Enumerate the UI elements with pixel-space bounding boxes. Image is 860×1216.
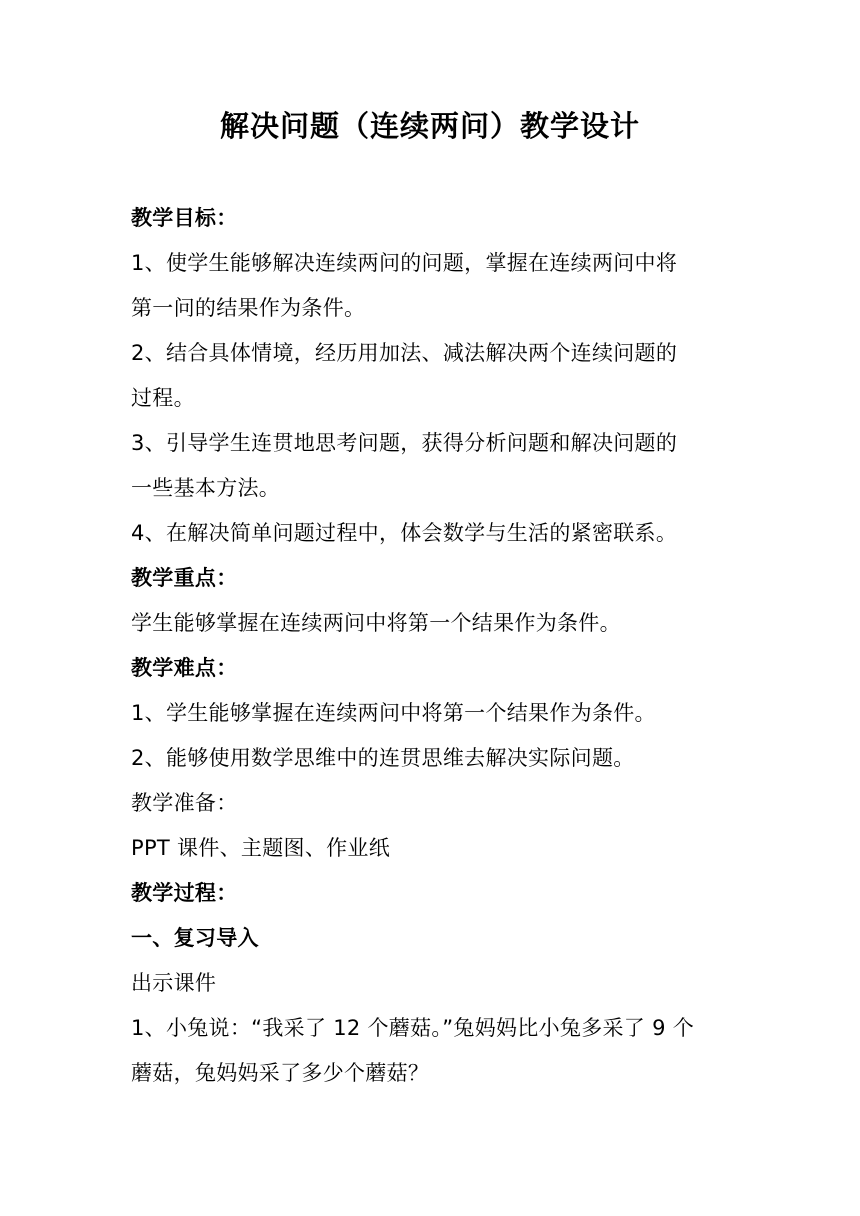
text-line: 2、能够使用数学思维中的连贯思维去解决实际问题。 bbox=[131, 746, 635, 770]
document-body bbox=[131, 196, 731, 1096]
text-line: 1、小兔说：“我采了 12 个蘑菇。”兔妈妈比小兔多采了 9 个 bbox=[131, 1016, 695, 1040]
text-line: 一些基本方法。 bbox=[131, 476, 281, 500]
text-line: 教学重点： bbox=[131, 566, 238, 590]
text-line: 1、使学生能够解决连续两问的问题，掌握在连续两问中将 bbox=[131, 251, 678, 275]
text-line: 3、引导学生连贯地思考问题，获得分析问题和解决问题的 bbox=[131, 431, 678, 455]
text-line: 教学准备： bbox=[131, 791, 238, 815]
text-line: 教学过程： bbox=[131, 881, 238, 905]
document-title: 解决问题（连续两问）教学设计 bbox=[219, 109, 640, 143]
text-line: 过程。 bbox=[131, 386, 195, 410]
text-line: 学生能够掌握在连续两问中将第一个结果作为条件。 bbox=[131, 611, 621, 635]
text-line: 教学目标： bbox=[131, 206, 238, 230]
text-line: 出示课件 bbox=[131, 971, 217, 995]
text-line: 4、在解决简单问题过程中，体会数学与生活的紧密联系。 bbox=[131, 521, 678, 545]
text-line: 第一问的结果作为条件。 bbox=[131, 296, 366, 320]
text-line: PPT 课件、主题图、作业纸 bbox=[131, 836, 391, 860]
text-line: 蘑菇，兔妈妈采了多少个蘑菇？ bbox=[131, 1061, 430, 1085]
text-line: 2、结合具体情境，经历用加法、减法解决两个连续问题的 bbox=[131, 341, 678, 365]
text-line: 教学难点： bbox=[131, 656, 238, 680]
text-line: 1、学生能够掌握在连续两问中将第一个结果作为条件。 bbox=[131, 701, 656, 725]
text-line: 一、复习导入 bbox=[131, 926, 259, 950]
